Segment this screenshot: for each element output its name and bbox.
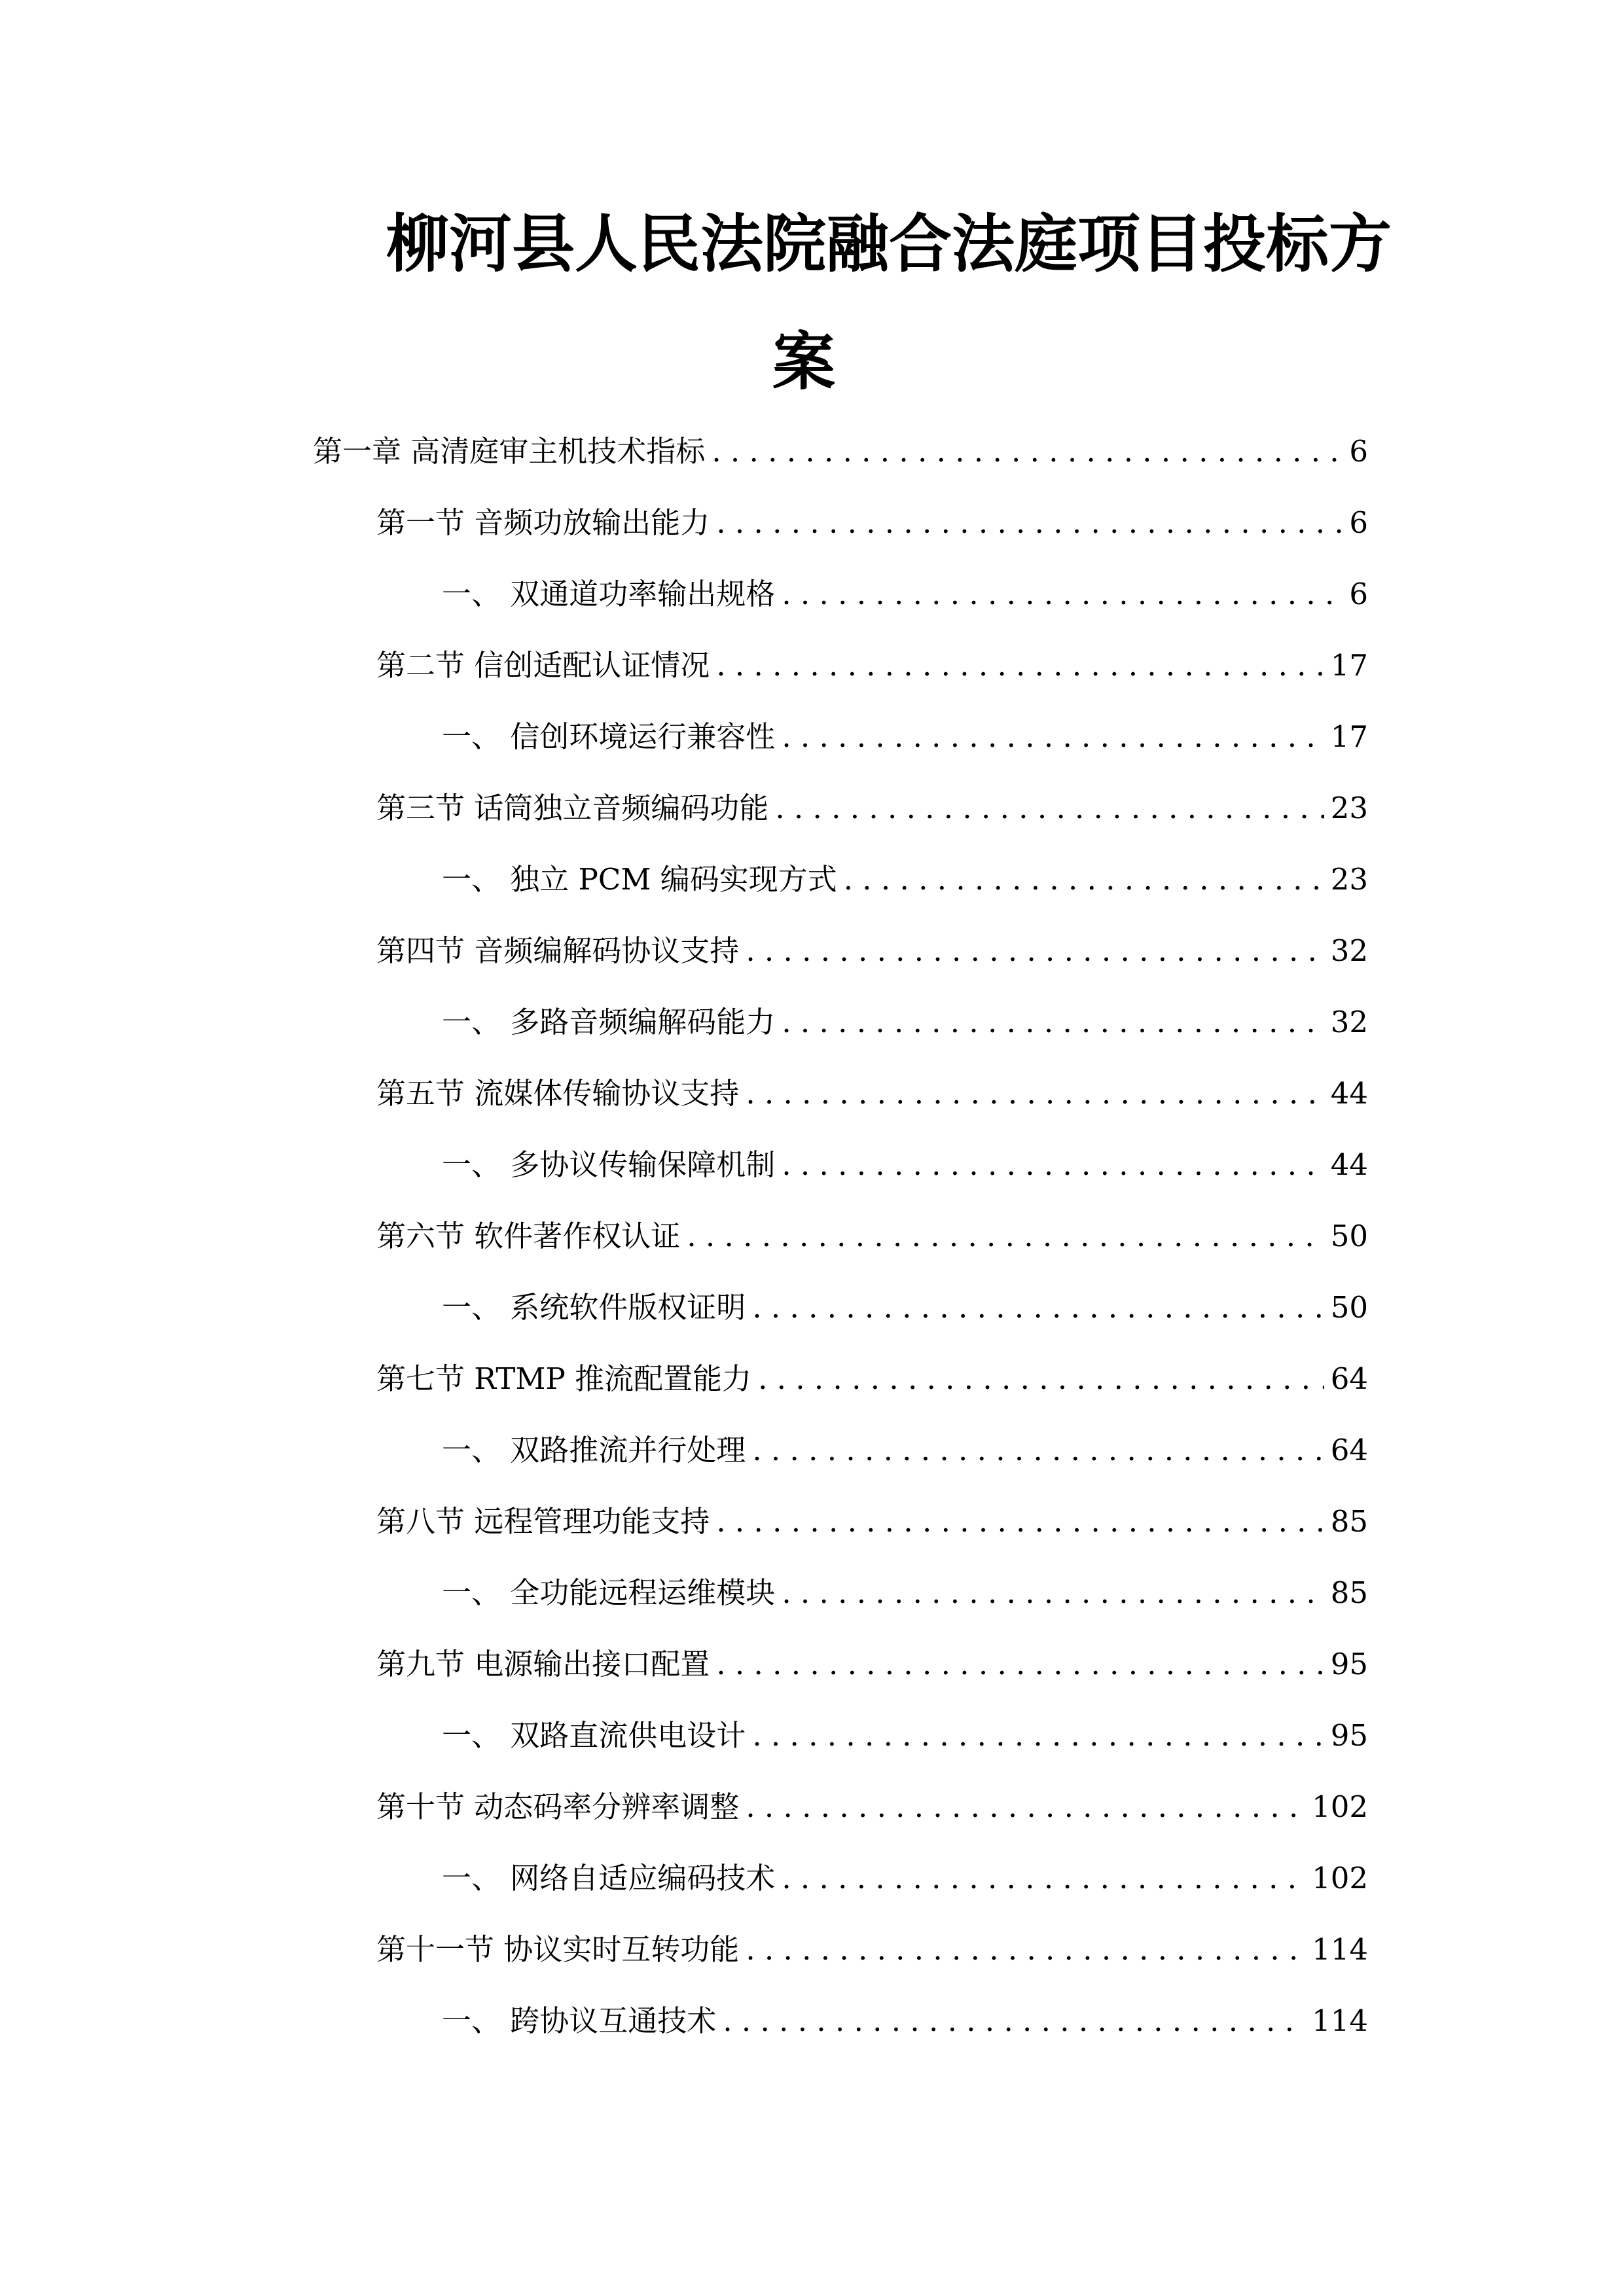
- toc-entry-level-2[interactable]: [376, 1645, 1368, 1684]
- toc-entry-level-3[interactable]: [442, 1859, 1368, 1898]
- toc-entry-level-3[interactable]: [442, 1573, 1368, 1613]
- toc-dot-leader: [844, 860, 1324, 899]
- toc-entry-level-3[interactable]: [442, 1716, 1368, 1755]
- toc-entry-level-2[interactable]: [376, 1502, 1368, 1541]
- toc-dot-leader: [712, 432, 1343, 471]
- toc-dot-leader: [782, 1145, 1324, 1185]
- document-title-line-2: 案: [772, 325, 835, 399]
- toc-page-number: 102: [1312, 1861, 1368, 1895]
- toc-entry-title: 第四节 音频编解码协议支持: [376, 933, 740, 968]
- toc-entry-level-2[interactable]: [376, 1217, 1368, 1256]
- toc-page-number: 95: [1330, 1718, 1368, 1753]
- toc-entry-level-3[interactable]: [442, 575, 1368, 614]
- toc-entry-title: 第十一节 协议实时互转功能: [376, 1932, 740, 1967]
- toc-page-number: 50: [1330, 1219, 1368, 1253]
- toc-entry-level-3[interactable]: [442, 717, 1368, 757]
- toc-entry-title: 一、 信创环境运行兼容性: [442, 719, 776, 754]
- toc-dot-leader: [716, 1502, 1324, 1541]
- toc-page-number: 114: [1312, 2003, 1368, 2038]
- toc-entry-title: 一、 多路音频编解码能力: [442, 1005, 776, 1039]
- toc-entry-title: 一、 跨协议互通技术: [442, 2003, 717, 2038]
- toc-page-number: 44: [1330, 1076, 1368, 1111]
- toc-entry-level-1[interactable]: [313, 432, 1368, 471]
- toc-page-number: 32: [1330, 933, 1368, 968]
- toc-entry-title: 第六节 软件著作权认证: [376, 1219, 681, 1253]
- toc-entry-title: 第五节 流媒体传输协议支持: [376, 1076, 740, 1111]
- toc-dot-leader: [716, 503, 1343, 543]
- toc-page-number: 114: [1312, 1932, 1368, 1967]
- toc-page-number: 85: [1330, 1575, 1368, 1610]
- toc-dot-leader: [746, 1930, 1305, 1969]
- toc-page-number: 50: [1330, 1290, 1368, 1325]
- toc-entry-title: 一、 全功能远程运维模块: [442, 1575, 776, 1610]
- toc-page-number: 95: [1330, 1647, 1368, 1681]
- toc-entry-level-2[interactable]: [376, 503, 1368, 543]
- toc-entry-title: 第一节 音频功放输出能力: [376, 505, 710, 540]
- toc-dot-leader: [782, 575, 1343, 614]
- toc-dot-leader: [775, 789, 1324, 828]
- toc-entry-level-2[interactable]: [376, 646, 1368, 685]
- toc-dot-leader: [752, 1288, 1324, 1327]
- toc-dot-leader: [746, 1787, 1305, 1827]
- toc-page-number: 6: [1349, 434, 1368, 469]
- toc-entry-level-2[interactable]: [376, 931, 1368, 971]
- toc-entry-level-2[interactable]: [376, 1787, 1368, 1827]
- toc-dot-leader: [716, 1645, 1324, 1684]
- toc-entry-level-2[interactable]: [376, 789, 1368, 828]
- toc-entry-title: 第七节 RTMP 推流配置能力: [376, 1361, 752, 1396]
- toc-dot-leader: [758, 1359, 1324, 1399]
- toc-entry-level-3[interactable]: [442, 1431, 1368, 1470]
- toc-dot-leader: [752, 1431, 1324, 1470]
- toc-entry-title: 一、 多协议传输保障机制: [442, 1147, 776, 1182]
- toc-entry-title: 第三节 话筒独立音频编码功能: [376, 791, 769, 825]
- toc-page-number: 17: [1330, 719, 1368, 754]
- toc-entry-title: 一、 系统软件版权证明: [442, 1290, 746, 1325]
- toc-dot-leader: [746, 931, 1324, 971]
- toc-dot-leader: [746, 1074, 1324, 1113]
- toc-dot-leader: [782, 1573, 1324, 1613]
- toc-page-number: 102: [1312, 1789, 1368, 1824]
- toc-entry-title: 第一章 高清庭审主机技术指标: [313, 434, 706, 469]
- toc-page-number: 17: [1330, 648, 1368, 683]
- toc-dot-leader: [782, 1859, 1305, 1898]
- toc-dot-leader: [723, 2001, 1305, 2041]
- toc-entry-level-3[interactable]: [442, 1288, 1368, 1327]
- toc-entry-title: 一、 双通道功率输出规格: [442, 577, 776, 611]
- toc-page-number: 85: [1330, 1504, 1368, 1539]
- toc-entry-title: 一、 独立 PCM 编码实现方式: [442, 862, 837, 897]
- toc-entry-level-3[interactable]: [442, 2001, 1368, 2041]
- toc-page-number: 64: [1330, 1361, 1368, 1396]
- toc-page-number: 6: [1349, 505, 1368, 540]
- toc-dot-leader: [782, 1003, 1324, 1042]
- toc-entry-title: 第二节 信创适配认证情况: [376, 648, 710, 683]
- document-title-line-1: 柳河县人民法院融合法庭项目投标方: [386, 207, 1392, 281]
- toc-entry-level-3[interactable]: [442, 1003, 1368, 1042]
- toc-entry-level-2[interactable]: [376, 1930, 1368, 1969]
- toc-entry-title: 一、 双路直流供电设计: [442, 1718, 746, 1753]
- toc-entry-level-3[interactable]: [442, 1145, 1368, 1185]
- toc-dot-leader: [716, 646, 1324, 685]
- toc-entry-title: 第九节 电源输出接口配置: [376, 1647, 710, 1681]
- toc-page-number: 32: [1330, 1005, 1368, 1039]
- toc-entry-title: 一、 网络自适应编码技术: [442, 1861, 776, 1895]
- toc-page-number: 23: [1330, 862, 1368, 897]
- toc-page-number: 64: [1330, 1433, 1368, 1467]
- toc-entry-level-2[interactable]: [376, 1359, 1368, 1399]
- toc-entry-level-3[interactable]: [442, 860, 1368, 899]
- toc-entry-title: 第十节 动态码率分辨率调整: [376, 1789, 740, 1824]
- toc-dot-leader: [782, 717, 1324, 757]
- toc-page-number: 44: [1330, 1147, 1368, 1182]
- toc-entry-title: 第八节 远程管理功能支持: [376, 1504, 710, 1539]
- toc-page-number: 6: [1349, 577, 1368, 611]
- toc-entry-level-2[interactable]: [376, 1074, 1368, 1113]
- toc-dot-leader: [687, 1217, 1324, 1256]
- toc-dot-leader: [752, 1716, 1324, 1755]
- toc-page-number: 23: [1330, 791, 1368, 825]
- toc-entry-title: 一、 双路推流并行处理: [442, 1433, 746, 1467]
